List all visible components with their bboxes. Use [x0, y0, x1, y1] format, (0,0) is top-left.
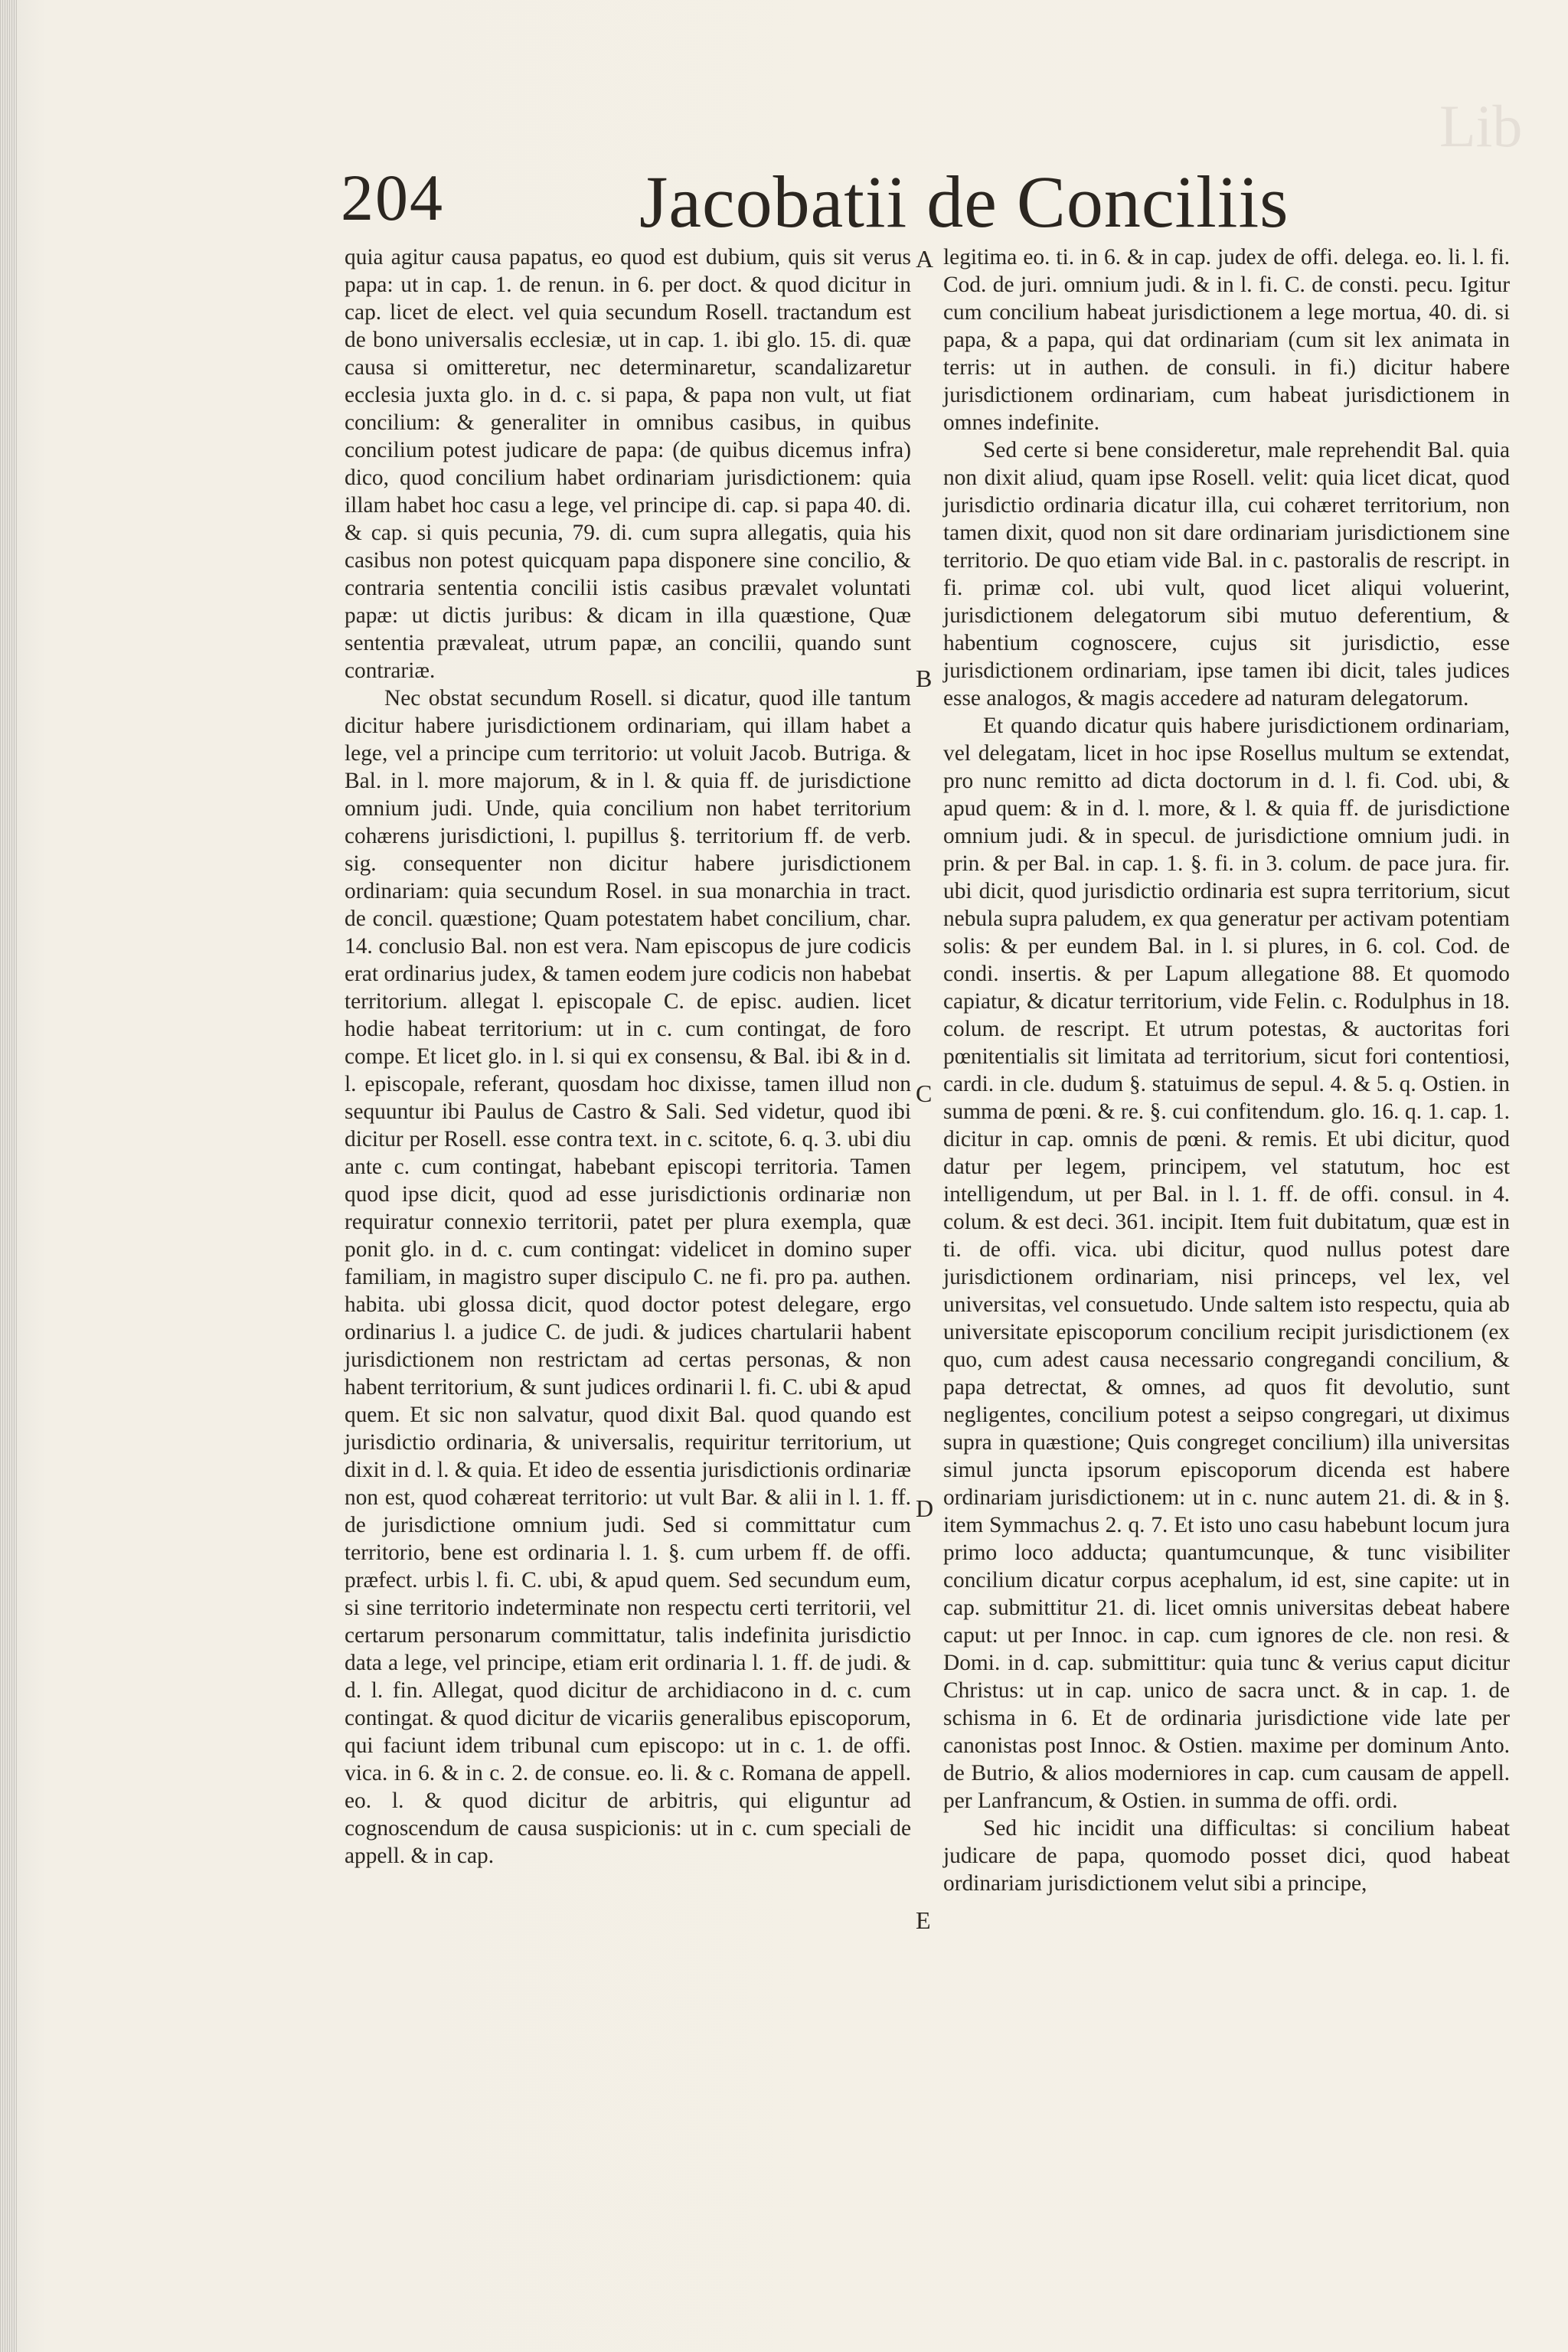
- margin-letter-e: E: [916, 1906, 931, 1934]
- paragraph: Sed certe si bene consideretur, male reprehendit Bal. quia non dixit aliud, quam ipse Rosell. velit: quia licet dicat, quod jurisdictio ordinaria dicatur illa, cui cohæret territorium, non tamen dixit, quod non sit dare ordinariam jurisdictionem sine territorio. De quo etiam vide Bal. in c. pastoralis de rescript. in fi. primæ col. ubi vult, quod licet aliqui voluerint, jurisdictionem delegatorum sibi mutuo deferentium, & habentium cognoscere, cujus sit jurisdictio, esse jurisdictionem ordinariam, ipse tamen ibi dicit, tales judices esse analogos, & magis accedere ad naturam delegatorum.: [943, 438, 1510, 710]
- right-column: [943, 243, 1510, 1897]
- show-through-text: Lib: [1439, 93, 1523, 159]
- paragraph: legitima eo. ti. in 6. & in cap. judex de offi. delega. eo. li. l. fi. Cod. de juri. omnium judi. & in l. fi. C. de consti. pecu. Igitur cum concilium habeat jurisdictionem a lege mortua, 40. di. si papa, & a papa, qui dat ordinariam (cum sit lex animata in terris: ut in authen. de consuli. in fi.) dicitur habere jurisdictionem ordinariam, cum habeat jurisdictionem in omnes indefinite.: [943, 245, 1510, 435]
- running-title: Jacobatii de Conciliis: [639, 161, 1289, 243]
- binding-edge: [0, 0, 17, 2352]
- page-number: 204: [341, 161, 444, 234]
- margin-letter-c: C: [916, 1080, 933, 1107]
- running-header: [341, 159, 1336, 243]
- margin-letter-d: D: [916, 1494, 934, 1522]
- paragraph: quia agitur causa papatus, eo quod est dubium, quis sit verus papa: ut in cap. 1. de renun. in 6. per doct. & quod dicitur in cap. licet de elect. vel quia secundum Rosell. tractandum est de bono universalis ecclesiæ, ut in cap. 1. ibi glo. 15. di. quæ causa si omitteretur, nec determinaretur, scandalizaretur ecclesia juxta glo. in d. c. si papa, & papa non vult, ut fiat concilium: & generaliter in omnibus casibus, in quibus concilium potest judicare de papa: (de quibus dicemus infra) dico, quod concilium habet ordinariam jurisdictionem: quia illam habet hoc casu a lege, vel principe di. cap. si papa 40. di. & cap. si quis pecunia, 79. di. cum supra allegatis, quia his casibus non potest quicquam papa disponere sine concilio, & contraria sententia concilii istis casibus prævalet voluntati papæ: ut dictis juribus: & dicam in illa quæstione, Quæ sententia prævaleat, utrum papæ, an concilii, quando sunt contrariæ.: [345, 245, 911, 683]
- left-column: [345, 243, 911, 1870]
- paragraph: Nec obstat secundum Rosell. si dicatur, quod ille tantum dicitur habere jurisdictionem ordinariam, qui illam habet a lege, vel a principe cum territorio: ut voluit Jacob. Butriga. & Bal. in l. more majorum, & in l. & quia ff. de jurisdictione omnium judi. Unde, quia concilium non habet territorium cohærens jurisdictioni, l. pupillus §. territorium ff. de verb. sig. consequenter non dicitur habere jurisdictionem ordinariam: quia secundum Rosel. in sua monarchia in tract. de concil. quæstione; Quam potestatem habet concilium, char. 14. conclusio Bal. non est vera. Nam episcopus de jure codicis erat ordinarius judex, & tamen eodem jure codicis non habebat territorium. allegat l. episcopale C. de episc. audien. licet hodie habeat territorium: ut in c. cum contingat, de foro compe. Et licet glo. in l. si qui ex consensu, & Bal. ibi & in d. l. episcopale, referant, quosdam hoc dixisse, tamen illud non sequuntur ibi Paulus de Castro & Sali. Sed videtur, quod ibi dicitur per Rosell. esse contra text. in c. scitote, 6. q. 3. ubi diu ante c. cum contingat, habebant episcopi territoria. Tamen quod ipse dicit, quod ad esse jurisdictionis ordinariæ non requiratur connexio territorii, patet per plura exempla, quæ ponit glo. in d. c. cum contingat: videlicet in domino super familiam, in magistro super discipulo C. ne fi. pro pa. authen. habita. ubi glossa dicit, quod doctor potest delegare, ergo ordinarius l. a judice C. de judi. & judices chartularii habent jurisdictionem non restrictam ad certas personas, & non habent territorium, & sunt judices ordinarii l. fi. C. ubi & apud quem. Et sic non salvatur, quod dixit Bal. quod quando est jurisdictio ordinaria, & universalis, requiritur territorium, ut dixit in d. l. & quia. Et ideo de essentia jurisdictionis ordinariæ non est, quod cohæreat territorio: ut vult Bar. & alii in l. 1. ff. de jurisdictione omnium judi. Sed si committatur cum territorio, bene est ordinaria l. 1. §. cum urbem ff. de offi. præfect. urbis l. fi. C. ubi, & apud quem. Sed secundum eum, si sine territorio indeterminate non respectu certi territorii, vel certarum personarum committatur, talis indefinita jurisdictio data a lege, vel principe, etiam erit ordinaria l. 1. ff. de judi. & d. l. fin. Allegat, quod dicitur de archidiacono in d. c. cum contingat. & quod dicitur de vicariis generalibus episcoporum, qui faciunt idem tribunal cum episcopo: ut in c. 1. de offi. vica. in 6. & in c. 2. de consue. eo. li. & c. Romana de appell. eo. l. & quod dicitur de arbitris, qui eliguntur ad cognoscendum de causa suspicionis: ut in c. cum speciali de appell. & in cap.: [345, 686, 911, 1868]
- paragraph: Et quando dicatur quis habere jurisdictionem ordinariam, vel delegatam, licet in hoc ipse Rosellus multum se extendat, pro nunc remitto ad dicta doctorum in d. l. fi. Cod. ubi, & apud quem: & in d. l. more, & l. & quia ff. de jurisdictione omnium judi. & in specul. de jurisdictione omnium judi. in prin. & per Bal. in cap. 1. §. fi. in 3. colum. de pace jura. fir. ubi dicit, quod jurisdictio ordinaria est supra territorium, sicut nebula supra paludem, ex qua generatur per activam potentiam solis: & per eundem Bal. in l. si plures, in 6. col. Cod. de condi. insertis. & per Lapum allegatione 88. Et quomodo capiatur, & dicatur territorium, vide Felin. c. Rodulphus in 18. colum. de rescript. Et utrum potestas, & auctoritas fori pœnitentialis sit limitata ad territorium, sicut fori contentiosi, cardi. in cle. dudum §. statuimus de sepul. 4. & 5. q. Ostien. in summa de pœni. & re. §. cui confitendum. glo. 16. q. 1. cap. 1. dicitur in cap. omnis de pœni. & remis. Et ubi dicitur, quod datur per legem, principem, vel statutum, hoc est intelligendum, ut per Bal. in l. 1. ff. de offi. consul. in 4. colum. & est deci. 361. incipit. Item fuit dubitatum, quæ est in ti. de offi. vica. ubi dicitur, quod nullus potest dare jurisdictionem ordinariam, nisi princeps, vel lex, vel universitas, vel consuetudo. Unde saltem isto respectu, quia ab universitate episcoporum concilium recipit jurisdictionem (ex quo, cum adest causa necessario congregandi concilium, & papa detrectat, & omnes, ad quos fit devolutio, sunt negligentes, concilium potest a seipso congregari, ut diximus supra in quæstione; Quis congreget concilium) illa universitas simul juncta ipsorum episcoporum dicenda est habere ordinariam jurisdictionem: ut in c. nunc autem 21. di. & in §. item Symmachus 2. q. 7. Et isto uno casu habebunt locum jura primo loco adducta; quantumcunque, & tunc visibiliter concilium dicatur corpus acephalum, id est, sine capite: ut in cap. submittitur 21. di. licet omnis universitas debeat habere caput: ut per Innoc. in cap. cum ignores de cle. non resi. & Domi. in d. cap. submittitur: quia tunc & verius caput dicitur Christus: ut in cap. unico de sacra unct. & in cap. 1. de schisma in 6. Et de ordinaria jurisdictione vide late per canonistas post Innoc. & Ostien. maxime per dominum Anto. de Butrio, & alios moderniores in cap. cum causam de appell. per Lanfrancum, & Ostien. in summa de offi. ordi.: [943, 714, 1510, 1813]
- margin-letter-a: A: [916, 245, 934, 273]
- paragraph: Sed hic incidit una difficultas: si concilium habeat judicare de papa, quomodo posset dici, quod habeat ordinariam jurisdictionem velut sibi a principe,: [943, 1816, 1510, 1896]
- margin-letter-b: B: [916, 665, 933, 692]
